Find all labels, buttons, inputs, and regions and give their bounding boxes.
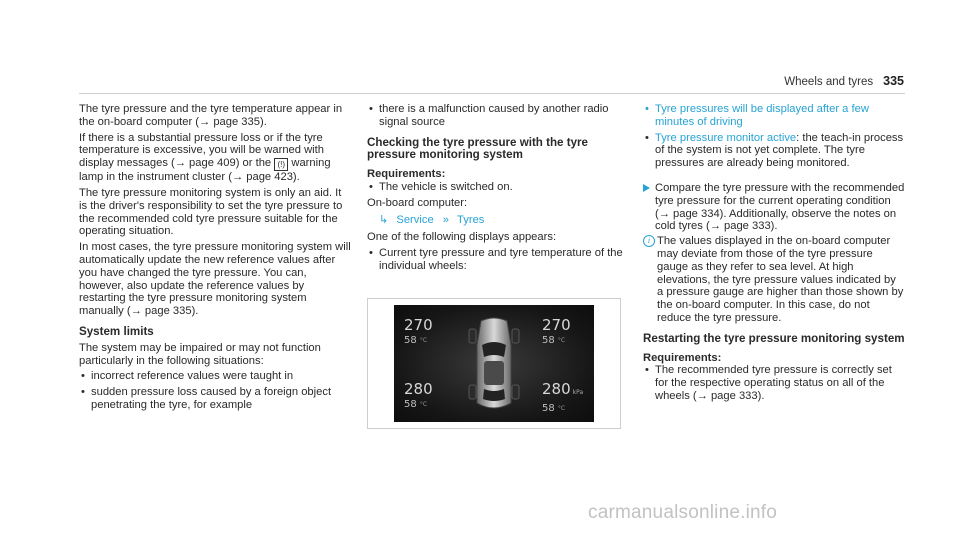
rear-left-pressure: 280 xyxy=(404,380,433,398)
info-note: i The values displayed in the on-board computer may deviate from those of the tyre pressure gauge as they refer to sea level. At high elevations, the tyre pressure values indicated by a pressure gauge are higher than those shown by the on-board computer. In this case, do not reduce the tyre pressure. xyxy=(643,235,905,325)
status-list xyxy=(643,103,905,170)
rear-right-values: 280 kPa 58 $^{^\circ C}$ xyxy=(542,380,584,414)
header-divider xyxy=(79,93,905,94)
info-icon: i xyxy=(643,235,655,247)
limits-list xyxy=(79,370,351,411)
page-number: 335 xyxy=(883,74,904,88)
rear-left-temp: 58 xyxy=(404,399,417,410)
requirements-list xyxy=(643,364,905,402)
rear-left-values: 280 58 $^{^\circ C}$ xyxy=(404,380,433,410)
instruction-step: Compare the tyre pressure with the recommended tyre pressure for the current operating condition (→ page 334). Additionally, observe the notes on cold tyres (→ page 333). xyxy=(643,182,905,233)
double-chevron-icon: » xyxy=(442,213,450,226)
requirements-list xyxy=(367,181,625,194)
intro-paragraph: The tyre pressure and the tyre temperature appear in the on-board computer (→ page 335). xyxy=(79,103,343,128)
step-arrow-icon xyxy=(643,184,650,192)
aid-paragraph: The tyre pressure monitoring system is only an aid. It is the driver's responsibility to set the tyre pressure to the recommended cold tyre pressure suitable for the operating situation. xyxy=(79,186,343,238)
requirements-heading: Requirements: xyxy=(367,168,446,181)
menu-service: Service xyxy=(396,213,434,226)
list-item: • Current tyre pressure and tyre temperature of the individual wheels: xyxy=(367,247,625,273)
front-right-values: 270 58 $^{^\circ C}$ xyxy=(542,316,571,346)
displays-paragraph: One of the following displays appears: xyxy=(367,231,557,244)
monitor-active-label: Tyre pressure monitor active xyxy=(655,131,797,144)
obc-screen xyxy=(394,305,594,422)
front-right-pressure: 270 xyxy=(542,316,571,334)
limits-paragraph: The system may be impaired or may not function particularly in the following situations: xyxy=(79,341,321,367)
tyre-display-figure xyxy=(367,298,621,429)
car-top-view-icon xyxy=(467,315,521,415)
restart-heading: Restarting the tyre pressure monitoring system xyxy=(643,331,905,345)
column-middle xyxy=(367,103,625,276)
front-left-pressure: 270 xyxy=(404,316,433,334)
column-right xyxy=(643,103,905,406)
menu-tyres: Tyres xyxy=(457,213,485,226)
requirements-heading: Requirements: xyxy=(643,351,722,364)
front-right-temp: 58 xyxy=(542,335,555,346)
rear-right-temp: 58 xyxy=(542,403,555,414)
list-item: • The recommended tyre pressure is correctly set for the respective operating status on all of the wheels (→ page 333). xyxy=(643,364,905,402)
front-left-temp: 58 xyxy=(404,335,417,346)
list-item: • there is a malfunction caused by another radio signal source xyxy=(367,103,625,129)
pressure-unit: kPa xyxy=(572,389,584,396)
list-item: • Tyre pressure monitor active: the teach-in process of the system is not yet complete. The tyre pressures are already being monitored. xyxy=(643,132,905,170)
checking-heading: Checking the tyre pressure with the tyre pressure monitoring system xyxy=(367,135,588,162)
watermark: carmanualsonline.info xyxy=(588,502,778,523)
limits-list-continued xyxy=(367,103,625,129)
system-limits-heading: System limits xyxy=(79,324,154,338)
list-item: • incorrect reference values were taught in xyxy=(79,370,351,383)
section-title: Wheels and tyres xyxy=(784,76,874,88)
list-item: • The vehicle is switched on. xyxy=(367,181,625,194)
list-item: • sudden pressure loss caused by a foreign object penetrating the tyre, for example xyxy=(79,386,351,412)
front-left-values: 270 58 $^{^\circ C}$ xyxy=(404,316,433,346)
warning-paragraph: If there is a substantial pressure loss or if the tyre temperature is excessive, you will be warned with display messages (→ page 409) or the (!) warning lamp in the instrument cluster (→ page 423). xyxy=(79,131,331,184)
page-header xyxy=(784,74,904,88)
column-left xyxy=(79,103,351,415)
list-item: • Tyre pressures will be displayed after a few minutes of driving xyxy=(643,103,905,129)
displays-list xyxy=(367,247,625,273)
menu-arrow-icon: ↳ xyxy=(379,213,389,226)
rear-right-pressure: 280 xyxy=(542,380,571,398)
update-paragraph: In most cases, the tyre pressure monitoring system will automatically update the new reference values after you have changed the tyre pressure. You can, however, also update the reference values by restarting the tyre pressure monitoring system manually (→ page 335). xyxy=(79,241,351,318)
obc-label: On-board computer: xyxy=(367,196,468,209)
tyre-pressure-warning-icon: (!) xyxy=(274,158,288,171)
menu-path xyxy=(367,214,625,227)
